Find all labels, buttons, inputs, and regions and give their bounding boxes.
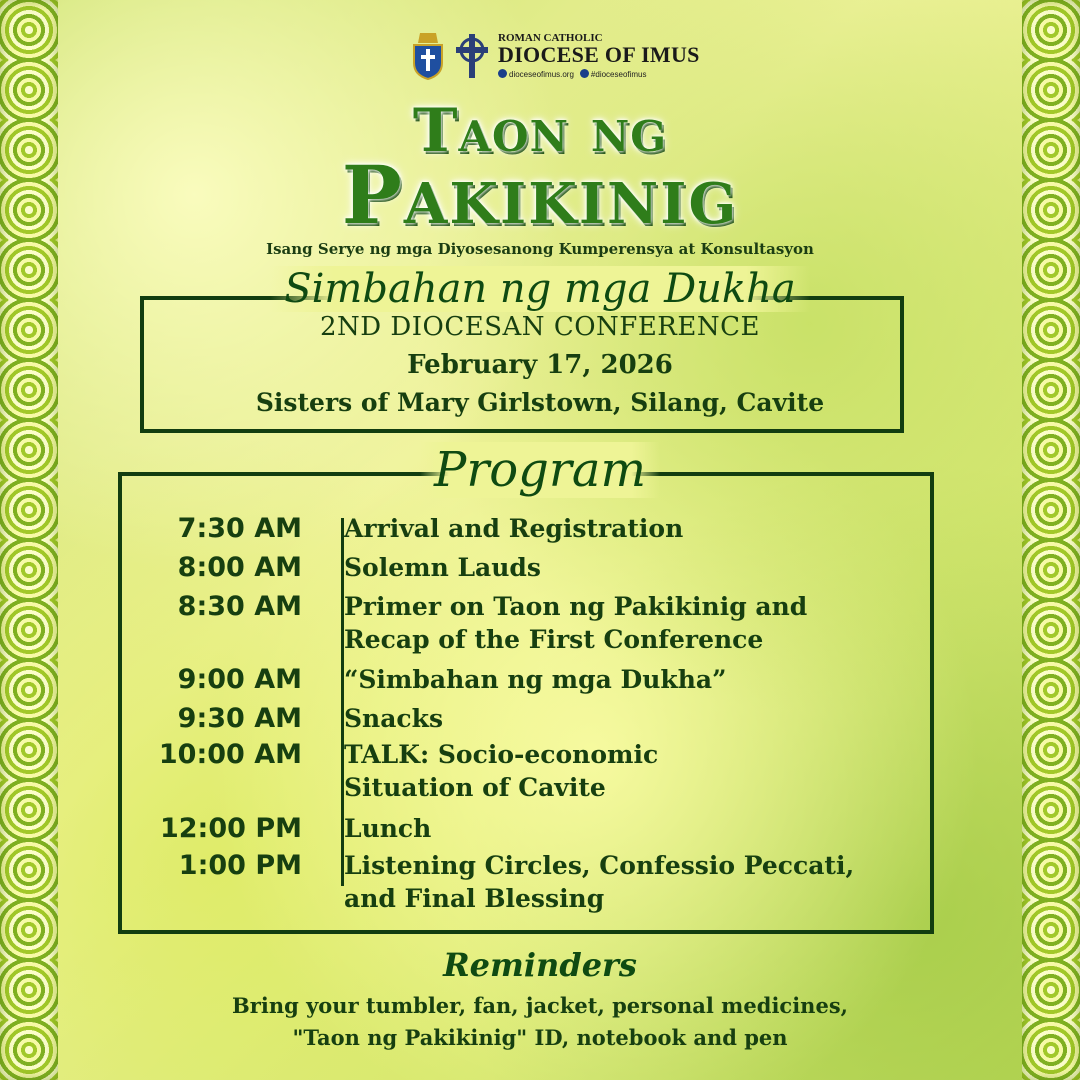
website-link[interactable] — [498, 69, 574, 79]
schedule-row — [140, 849, 900, 915]
event-theme-heading — [0, 266, 1080, 312]
schedule-time: 8:30 AM — [177, 591, 302, 622]
website-text: dioceseofimus.org — [509, 70, 574, 79]
facebook-link[interactable] — [580, 69, 647, 79]
subtitle: Isang Serye ng mga Diyosesanong Kumperensya at Konsultasyon — [266, 240, 814, 258]
diocese-seal-icon — [410, 31, 446, 81]
schedule-time: 8:00 AM — [177, 552, 302, 583]
schedule-time: 10:00 AM — [158, 739, 302, 770]
reminders-line-1: Bring your tumbler, fan, jacket, personal medicines, — [232, 993, 848, 1018]
schedule-activity: Solemn Lauds — [344, 553, 541, 582]
globe-icon — [498, 69, 507, 78]
schedule-activity: Primer on Taon ng Pakikinig and Recap of the First Conference — [344, 592, 808, 654]
schedule-row — [140, 590, 900, 656]
title-line-2: Pakikinig — [341, 148, 739, 242]
schedule-activity: “Simbahan ng mga Dukha” — [344, 665, 727, 694]
schedule-row — [140, 663, 900, 696]
schedule-row — [140, 512, 900, 545]
event-date: February 17, 2026 — [407, 350, 673, 380]
title-line-1: Taon ng — [412, 96, 668, 166]
reminders-text — [0, 990, 1080, 1054]
reminders-heading: Reminders — [443, 946, 637, 984]
schedule-activity: Listening Circles, Confessio Peccati, and Final Blessing — [344, 851, 855, 913]
schedule-row — [140, 812, 900, 845]
schedule-activity: Arrival and Registration — [344, 514, 684, 543]
schedule-time: 1:00 PM — [178, 850, 302, 881]
celtic-cross-icon — [452, 32, 492, 80]
schedule-activity: Lunch — [344, 814, 432, 843]
conference-title: 2ND DIOCESAN CONFERENCE — [320, 312, 760, 342]
diocese-logo — [410, 28, 700, 84]
program-heading — [0, 442, 1080, 498]
schedule-activity: Snacks — [344, 704, 444, 733]
facebook-text: #dioceseofimus — [590, 70, 647, 79]
schedule-time: 9:30 AM — [177, 703, 302, 734]
program-title: Program — [420, 442, 660, 498]
program-schedule — [140, 512, 900, 915]
schedule-activity: TALK: Socio-economic Situation of Cavite — [344, 740, 659, 802]
schedule-row — [140, 551, 900, 584]
schedule-time: 9:00 AM — [177, 664, 302, 695]
event-theme: Simbahan ng mga Dukha — [270, 266, 810, 312]
schedule-row — [140, 702, 900, 735]
schedule-row — [140, 738, 900, 804]
org-name: DIOCESE OF IMUS — [498, 42, 700, 67]
org-label: ROMAN CATHOLIC — [498, 32, 603, 44]
facebook-icon — [580, 69, 589, 78]
schedule-time: 7:30 AM — [177, 513, 302, 544]
schedule-time: 12:00 PM — [159, 813, 302, 844]
reminders-line-2: "Taon ng Pakikinig" ID, notebook and pen — [292, 1025, 788, 1050]
event-venue: Sisters of Mary Girlstown, Silang, Cavite — [255, 388, 825, 417]
